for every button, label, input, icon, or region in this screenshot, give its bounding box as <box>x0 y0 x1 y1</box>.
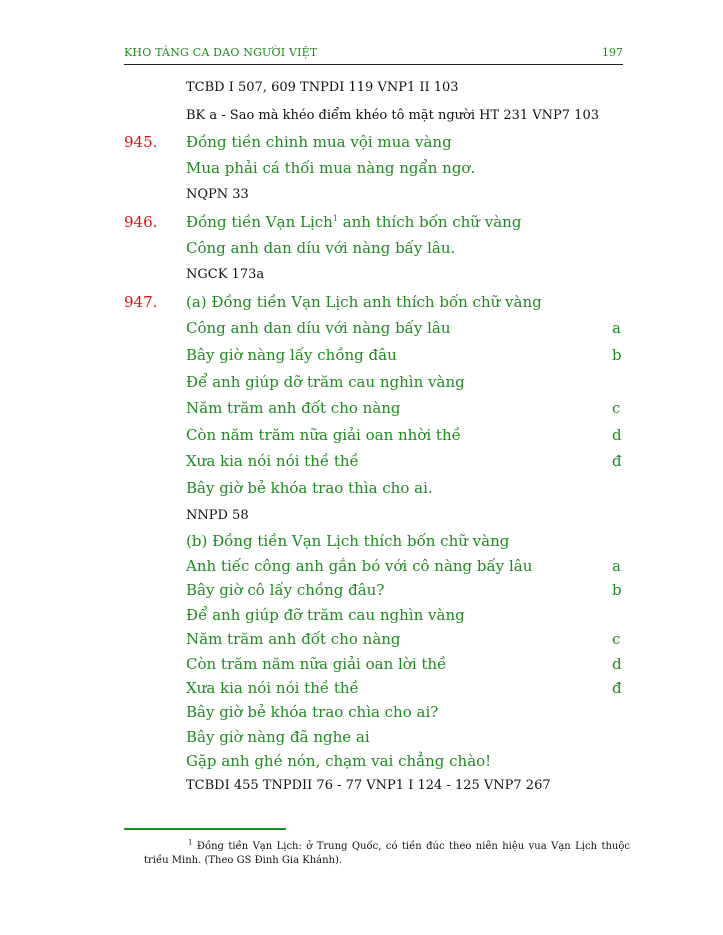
footnote-marker: 1 <box>188 838 193 847</box>
source-line: BK a - Sao mà khéo điểm khéo tô mặt người HT 231 VNP7 103 <box>186 108 599 123</box>
verse-line: Xưa kia nói nói thề thề <box>186 452 359 470</box>
rhyme-tag: d <box>612 426 622 444</box>
source-line: TCBDI 455 TNPDII 76 - 77 VNP1 I 124 - 125 VNP7 267 <box>186 778 551 793</box>
rhyme-tag: b <box>612 581 622 599</box>
source-line: NGCK 173a <box>186 267 265 282</box>
verse-line: Bây giờ nàng lấy chồng đâu <box>186 346 397 364</box>
verse-line: Gặp anh ghé nón, chạm vai chẳng chào! <box>186 752 492 770</box>
entry-number-945: 945. <box>124 133 158 151</box>
verse-line: Mua phải cá thối mua nàng ngẩn ngơ. <box>186 159 476 177</box>
footnote-divider <box>124 828 286 830</box>
verse-text: Đồng tiền Vạn Lịch <box>186 213 333 231</box>
verse-line: (b) Đồng tiền Vạn Lịch thích bốn chữ vàng <box>186 532 510 550</box>
rhyme-tag: a <box>612 319 621 337</box>
verse-line: Công anh dan díu với nàng bấy lâu. <box>186 239 456 257</box>
verse-line: Để anh giúp dỡ trăm cau nghìn vàng <box>186 373 465 391</box>
verse-line: Đồng tiền chinh mua vội mua vàng <box>186 133 452 151</box>
verse-line: Còn năm trăm nữa giải oan nhời thề <box>186 426 461 444</box>
rhyme-tag: b <box>612 346 622 364</box>
verse-line: Bây giờ bẻ khóa trao chìa cho ai? <box>186 703 439 721</box>
rhyme-tag: c <box>612 630 621 648</box>
rhyme-tag: đ <box>612 452 622 470</box>
entry-number-946: 946. <box>124 213 158 231</box>
verse-line: Còn trăm năm nữa giải oan lời thề <box>186 655 447 673</box>
verse-text: anh thích bốn chữ vàng <box>337 213 522 231</box>
verse-line <box>186 213 521 231</box>
verse-line: (a) Đồng tiền Vạn Lịch anh thích bốn chữ vàng <box>186 293 542 311</box>
rhyme-tag: đ <box>612 679 622 697</box>
verse-line: Năm trăm anh đốt cho nàng <box>186 630 401 648</box>
verse-line: Bây giờ cô lấy chồng đâu? <box>186 581 385 599</box>
verse-line: Công anh dan díu với nàng bấy lâu <box>186 319 451 337</box>
verse-line: Xưa kia nói nói thề thề <box>186 679 359 697</box>
rhyme-tag: a <box>612 557 621 575</box>
footnote-text: Đồng tiền Vạn Lịch: ở Trung Quốc, có tiền đúc theo niên hiệu vua Vạn Lịch thuộc triều Minh. (Theo GS Đinh Gia Khánh). <box>144 841 630 866</box>
verse-line: Năm trăm anh đốt cho nàng <box>186 399 401 417</box>
source-line: TCBD I 507, 609 TNPDI 119 VNP1 II 103 <box>186 80 459 95</box>
page-number: 197 <box>602 46 623 59</box>
rhyme-tag: d <box>612 655 622 673</box>
book-title: KHO TÀNG CA DAO NGƯỜI VIỆT <box>124 46 318 59</box>
entry-number-947: 947. <box>124 293 158 311</box>
source-line: NNPD 58 <box>186 508 249 523</box>
page-header <box>124 44 623 65</box>
footnote-ref[interactable]: 1 <box>332 214 338 223</box>
footnote <box>144 840 630 868</box>
verse-line: Bây giờ bẻ khóa trao thìa cho ai. <box>186 479 433 497</box>
verse-line: Bây giờ nàng đã nghe ai <box>186 728 370 746</box>
source-line: NQPN 33 <box>186 187 249 202</box>
rhyme-tag: c <box>612 399 621 417</box>
verse-line: Anh tiếc công anh gắn bó với cô nàng bấy lâu <box>186 557 533 575</box>
verse-line: Để anh giúp đỡ trăm cau nghìn vàng <box>186 606 465 624</box>
